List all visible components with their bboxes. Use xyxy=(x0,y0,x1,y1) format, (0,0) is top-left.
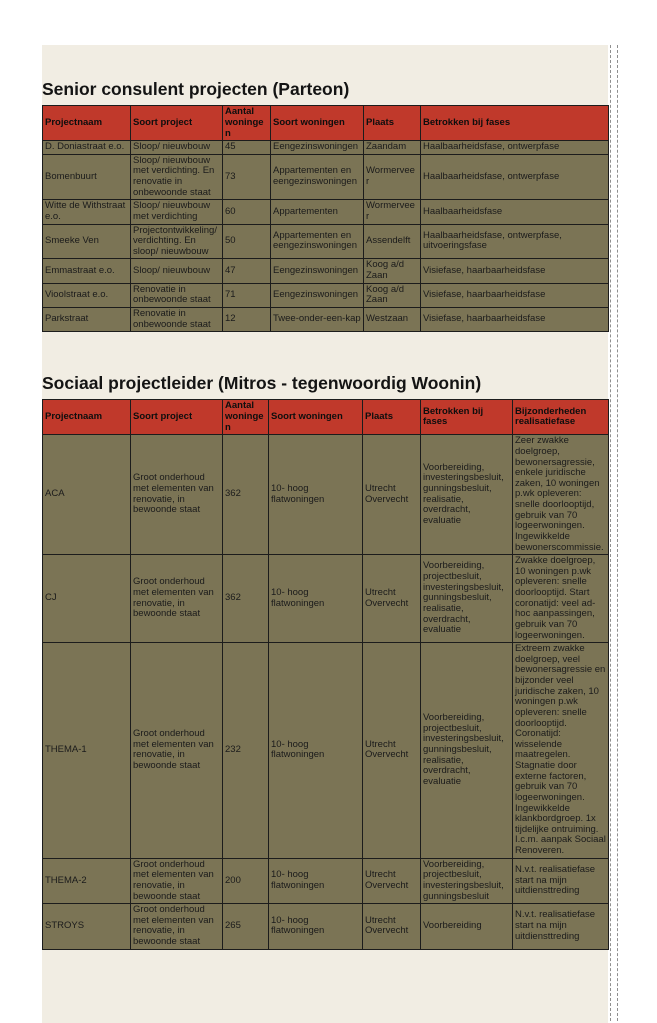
column-header: Projectnaam xyxy=(43,106,131,141)
table-cell: Groot onderhoud met elementen van renovatie, in bewoonde staat xyxy=(131,435,223,555)
table-cell: Utrecht Overvecht xyxy=(363,643,421,859)
table-cell: Appartementen en eengezinswoningen xyxy=(271,154,364,200)
table-cell: Zeer zwakke doelgroep, bewonersagressie, enkele juridische zaken, 10 woningen p.wk opleveren: snelle doorlooptijd, gebruik van 70 logeerwoningen. Ingewikkelde bewonerscommissie. xyxy=(513,435,609,555)
table-cell: Emmastraat e.o. xyxy=(43,259,131,283)
table-cell: Utrecht Overvecht xyxy=(363,858,421,904)
table-cell: Haalbaarheidsfase, ontwerpfase xyxy=(421,154,609,200)
document-page xyxy=(42,45,608,1023)
column-header: Projectnaam xyxy=(43,400,131,435)
table-cell: Zaandam xyxy=(364,141,421,155)
table-cell: Visiefase, haarbaarheidsfase xyxy=(421,259,609,283)
table-cell: Eengezinswoningen xyxy=(271,259,364,283)
table-cell: Voorbereiding, projectbesluit, investeringsbesluit, gunningsbesluit, realisatie, overdracht, evaluatie xyxy=(421,555,513,643)
table-cell: Sloop/ nieuwbouw xyxy=(131,259,223,283)
table-cell: 12 xyxy=(223,307,271,331)
table-row xyxy=(43,904,609,950)
table-cell: 10- hoog flatwoningen xyxy=(269,858,363,904)
table-cell: Zwakke doelgroep, 10 woningen p.wk opleveren: snelle doorlooptijd. Start coronatijd: veel ad-hoc aanpassingen, gebruik van 70 logeerwoningen. xyxy=(513,555,609,643)
table-cell: Renovatie in onbewoonde staat xyxy=(131,283,223,307)
section-title: Senior consulent projecten (Parteon) xyxy=(42,79,350,99)
table-cell: Haalbaarheidsfase, ontwerpfase, uitvoeringsfase xyxy=(421,224,609,259)
table-cell: STROYS xyxy=(43,904,131,950)
column-header: Soort project xyxy=(131,400,223,435)
table-cell: Renovatie in onbewoonde staat xyxy=(131,307,223,331)
table-cell: Bomenbuurt xyxy=(43,154,131,200)
table-cell: Voorbereiding xyxy=(421,904,513,950)
table-cell: 10- hoog flatwoningen xyxy=(269,435,363,555)
table-row xyxy=(43,643,609,859)
table-cell: Sloop/ nieuwbouw xyxy=(131,141,223,155)
table-cell: 60 xyxy=(223,200,271,224)
table-cell: Haalbaarheidsfase xyxy=(421,200,609,224)
table-row xyxy=(43,141,609,155)
table-row xyxy=(43,224,609,259)
column-header: Soort woningen xyxy=(269,400,363,435)
table-cell: Groot onderhoud met elementen van renovatie, in bewoonde staat xyxy=(131,858,223,904)
projects-table xyxy=(42,105,609,332)
table-cell: CJ xyxy=(43,555,131,643)
table-cell: Extreem zwakke doelgroep, veel bewonersagressie en bijzonder veel juridische zaken, 10 woningen p.wk opleveren: snelle doorlooptijd. Coronatijd: wisselende maatregelen. Stagnatie door externe factoren, gebruik van 70 logeerwoningen. Ingewikkelde klankbordgroep. 1x tijdelijke ontruiming. I.c.m. aanpak Sociaal Renoveren. xyxy=(513,643,609,859)
header-row xyxy=(43,106,609,141)
table-cell: Assendelft xyxy=(364,224,421,259)
table-cell: THEMA-1 xyxy=(43,643,131,859)
table-cell: Sloop/ nieuwbouw met verdichting. En renovatie in onbewoonde staat xyxy=(131,154,223,200)
table-cell: Appartementen en eengezinswoningen xyxy=(271,224,364,259)
table-cell: Utrecht Overvecht xyxy=(363,435,421,555)
table-cell: Voorbereiding, projectbesluit, investeringsbesluit, gunningsbesluit xyxy=(421,858,513,904)
table-cell: 232 xyxy=(223,643,269,859)
table-cell: Utrecht Overvecht xyxy=(363,904,421,950)
table-cell: 362 xyxy=(223,555,269,643)
table-row xyxy=(43,307,609,331)
table-cell: 45 xyxy=(223,141,271,155)
column-header: Bijzonderheden realisatiefase xyxy=(513,400,609,435)
table-cell: Voorbereiding, investeringsbesluit, gunningsbesluit, realisatie, overdracht, evaluatie xyxy=(421,435,513,555)
section-title: Sociaal projectleider (Mitros - tegenwoordig Woonin) xyxy=(42,373,482,394)
table-cell: N.v.t. realisatiefase start na mijn uitdiensttreding xyxy=(513,858,609,904)
table-row xyxy=(43,283,609,307)
column-header: Aantal woningen xyxy=(223,106,271,141)
table-cell: Visiefase, haarbaarheidsfase xyxy=(421,307,609,331)
header-row xyxy=(43,400,609,435)
table-cell: Utrecht Overvecht xyxy=(363,555,421,643)
table-cell: Wormerveer xyxy=(364,154,421,200)
table-cell: Koog a/d Zaan xyxy=(364,259,421,283)
table-cell: Groot onderhoud met elementen van renovatie, in bewoonde staat xyxy=(131,643,223,859)
table-cell: Groot onderhoud met elementen van renovatie, in bewoonde staat xyxy=(131,555,223,643)
table-cell: Appartementen xyxy=(271,200,364,224)
table-cell: Parkstraat xyxy=(43,307,131,331)
projects-table xyxy=(42,399,609,949)
table-cell: 10- hoog flatwoningen xyxy=(269,555,363,643)
table-cell: Koog a/d Zaan xyxy=(364,283,421,307)
column-header: Aantal woningen xyxy=(223,400,269,435)
column-header: Betrokken bij fases xyxy=(421,400,513,435)
table-cell: Eengezinswoningen xyxy=(271,141,364,155)
table-cell: 73 xyxy=(223,154,271,200)
table-row xyxy=(43,259,609,283)
table-cell: Witte de Withstraat e.o. xyxy=(43,200,131,224)
table-cell: D. Doniastraat e.o. xyxy=(43,141,131,155)
table-row xyxy=(43,555,609,643)
table-row xyxy=(43,435,609,555)
table-cell: 200 xyxy=(223,858,269,904)
table-cell: ACA xyxy=(43,435,131,555)
table-cell: 71 xyxy=(223,283,271,307)
table-cell: 265 xyxy=(223,904,269,950)
table-row xyxy=(43,200,609,224)
table-cell: Vioolstraat e.o. xyxy=(43,283,131,307)
table-cell: Visiefase, haarbaarheidsfase xyxy=(421,283,609,307)
table-cell: 10- hoog flatwoningen xyxy=(269,904,363,950)
section xyxy=(42,45,608,332)
column-header: Plaats xyxy=(363,400,421,435)
table-cell: Eengezinswoningen xyxy=(271,283,364,307)
column-header: Soort woningen xyxy=(271,106,364,141)
column-header: Plaats xyxy=(364,106,421,141)
table-cell: Sloop/ nieuwbouw met verdichting xyxy=(131,200,223,224)
table-cell: 10- hoog flatwoningen xyxy=(269,643,363,859)
table-cell: Projectontwikkeling/ verdichting. En sloop/ nieuwbouw xyxy=(131,224,223,259)
table-cell: Groot onderhoud met elementen van renovatie, in bewoonde staat xyxy=(131,904,223,950)
column-header: Soort project xyxy=(131,106,223,141)
section xyxy=(42,374,608,950)
table-cell: Smeeke Ven xyxy=(43,224,131,259)
table-cell: N.v.t. realisatiefase start na mijn uitdiensttreding xyxy=(513,904,609,950)
table-cell: 50 xyxy=(223,224,271,259)
table-cell: Voorbereiding, projectbesluit, investeringsbesluit, gunningsbesluit, realisatie, overdracht, evaluatie xyxy=(421,643,513,859)
table-cell: Westzaan xyxy=(364,307,421,331)
table-cell: Haalbaarheidsfase, ontwerpfase xyxy=(421,141,609,155)
table-cell: Twee-onder-een-kap xyxy=(271,307,364,331)
table-row xyxy=(43,154,609,200)
table-cell: THEMA-2 xyxy=(43,858,131,904)
table-cell: Wormerveer xyxy=(364,200,421,224)
page-edge-marker xyxy=(610,45,618,1021)
column-header: Betrokken bij fases xyxy=(421,106,609,141)
table-cell: 47 xyxy=(223,259,271,283)
table-cell: 362 xyxy=(223,435,269,555)
table-row xyxy=(43,858,609,904)
